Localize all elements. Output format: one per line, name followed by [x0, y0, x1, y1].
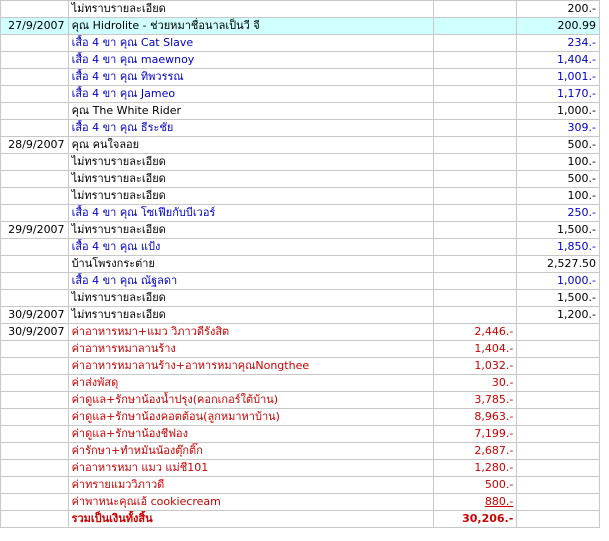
income-cell[interactable] [517, 392, 600, 409]
income-cell[interactable]: 500.- [517, 171, 600, 188]
ledger-row [1, 375, 600, 392]
income-cell[interactable]: 1,200.- [517, 307, 600, 324]
income-cell[interactable] [517, 443, 600, 460]
expense-cell[interactable] [433, 86, 517, 103]
expense-cell[interactable]: 880.- [433, 494, 517, 511]
date-cell[interactable] [1, 477, 69, 494]
income-cell[interactable]: 200.99 [517, 18, 600, 35]
description-cell[interactable]: ค่าอาหารหมา+แมว วิภาวดีรังสิต [68, 324, 433, 341]
expense-cell[interactable] [433, 69, 517, 86]
income-cell[interactable] [517, 477, 600, 494]
date-cell[interactable] [1, 358, 69, 375]
description-cell[interactable]: ค่าส่งพัสดุ [68, 375, 433, 392]
expense-cell[interactable]: 30,206.- [433, 511, 517, 528]
income-cell[interactable]: 100.- [517, 154, 600, 171]
ledger-body [1, 1, 600, 528]
income-cell[interactable]: 1,170.- [517, 86, 600, 103]
description-cell[interactable]: ค่าพาหนะคุณเอ้ cookiecream [68, 494, 433, 511]
expense-cell[interactable] [433, 188, 517, 205]
date-cell[interactable] [1, 273, 69, 290]
income-cell[interactable]: 1,850.- [517, 239, 600, 256]
date-cell[interactable] [1, 120, 69, 137]
date-cell[interactable] [1, 341, 69, 358]
ledger-row [1, 477, 600, 494]
description-cell[interactable]: เสื้อ 4 ขา คุณ แป้ง [68, 239, 433, 256]
income-cell[interactable] [517, 358, 600, 375]
income-cell[interactable]: 250.- [517, 205, 600, 222]
date-cell[interactable] [1, 256, 69, 273]
expense-cell[interactable] [433, 120, 517, 137]
date-cell[interactable] [1, 392, 69, 409]
ledger-row [1, 103, 600, 120]
description-cell[interactable]: ไม่ทราบรายละเอียด [68, 171, 433, 188]
ledger-row [1, 511, 600, 528]
date-cell[interactable] [1, 154, 69, 171]
description-cell[interactable]: รวมเป็นเงินทั้งสิ้น [68, 511, 433, 528]
income-cell[interactable]: 500.- [517, 137, 600, 154]
ledger-row [1, 290, 600, 307]
date-cell[interactable] [1, 171, 69, 188]
description-cell[interactable]: เสื้อ 4 ขา คุณ ทิพวรรณ [68, 69, 433, 86]
ledger-row [1, 443, 600, 460]
date-cell[interactable] [1, 460, 69, 477]
income-cell[interactable]: 1,500.- [517, 290, 600, 307]
ledger-row [1, 460, 600, 477]
income-cell[interactable] [517, 409, 600, 426]
expense-cell[interactable]: 7,199.- [433, 426, 517, 443]
income-cell[interactable]: 100.- [517, 188, 600, 205]
date-cell[interactable] [1, 290, 69, 307]
income-cell[interactable] [517, 494, 600, 511]
date-cell[interactable]: 29/9/2007 [1, 222, 69, 239]
date-cell[interactable] [1, 375, 69, 392]
income-cell[interactable]: 1,000.- [517, 103, 600, 120]
description-cell[interactable]: เสื้อ 4 ขา คุณ Cat Slave [68, 35, 433, 52]
ledger-row [1, 239, 600, 256]
description-cell[interactable]: ค่ารักษา+ทำหมันน้องตุ๊กติ๊ก [68, 443, 433, 460]
ledger-row [1, 205, 600, 222]
date-cell[interactable]: 30/9/2007 [1, 307, 69, 324]
date-cell[interactable]: 28/9/2007 [1, 137, 69, 154]
date-cell[interactable] [1, 1, 69, 18]
ledger-row [1, 86, 600, 103]
expense-cell[interactable] [433, 205, 517, 222]
ledger-row [1, 52, 600, 69]
description-cell[interactable]: ค่าอาหารหมาลานร้าง [68, 341, 433, 358]
ledger-row [1, 137, 600, 154]
income-cell[interactable]: 1,404.- [517, 52, 600, 69]
ledger-row [1, 154, 600, 171]
date-cell[interactable] [1, 86, 69, 103]
description-cell[interactable]: ไม่ทราบรายละเอียด [68, 1, 433, 18]
description-cell[interactable]: เสื้อ 4 ขา คุณ maewnoy [68, 52, 433, 69]
ledger-row [1, 222, 600, 239]
ledger-row [1, 120, 600, 137]
income-cell[interactable]: 1,001.- [517, 69, 600, 86]
ledger-row [1, 358, 600, 375]
expense-cell[interactable] [433, 171, 517, 188]
description-cell[interactable]: ไม่ทราบรายละเอียด [68, 290, 433, 307]
income-cell[interactable]: 200.- [517, 1, 600, 18]
ledger-row [1, 324, 600, 341]
date-cell[interactable] [1, 409, 69, 426]
expense-cell[interactable]: 3,785.- [433, 392, 517, 409]
expense-cell[interactable]: 2,687.- [433, 443, 517, 460]
income-cell[interactable] [517, 460, 600, 477]
expense-cell[interactable] [433, 256, 517, 273]
expense-cell[interactable] [433, 52, 517, 69]
expense-cell[interactable] [433, 273, 517, 290]
income-cell[interactable]: 309.- [517, 120, 600, 137]
ledger-row [1, 426, 600, 443]
expense-cell[interactable] [433, 18, 517, 35]
date-cell[interactable] [1, 494, 69, 511]
ledger-row [1, 171, 600, 188]
description-cell[interactable]: ไม่ทราบรายละเอียด [68, 307, 433, 324]
date-cell[interactable] [1, 426, 69, 443]
description-cell[interactable]: ไม่ทราบรายละเอียด [68, 188, 433, 205]
ledger-row [1, 35, 600, 52]
date-cell[interactable]: 30/9/2007 [1, 324, 69, 341]
income-cell[interactable] [517, 426, 600, 443]
expense-cell[interactable]: 2,446.- [433, 324, 517, 341]
income-cell[interactable]: 2,527.50 [517, 256, 600, 273]
description-cell[interactable]: เสื้อ 4 ขา คุณ โซเฟียกับบีเวอร์ [68, 205, 433, 222]
expense-cell[interactable] [433, 222, 517, 239]
date-cell[interactable] [1, 35, 69, 52]
expense-cell[interactable]: 1,032.- [433, 358, 517, 375]
date-cell[interactable] [1, 443, 69, 460]
income-cell[interactable] [517, 511, 600, 528]
expense-cell[interactable] [433, 239, 517, 256]
ledger-row [1, 273, 600, 290]
date-cell[interactable]: 27/9/2007 [1, 18, 69, 35]
ledger-row [1, 341, 600, 358]
ledger-row [1, 1, 600, 18]
description-cell[interactable]: ค่าดูแล+รักษาน้องชีฟอง [68, 426, 433, 443]
ledger-row [1, 494, 600, 511]
expense-cell[interactable]: 8,963.- [433, 409, 517, 426]
description-cell[interactable]: ค่าอาหารหมาลานร้าง+อาหารหมาคุณNongthee [68, 358, 433, 375]
description-cell[interactable]: ไม่ทราบรายละเอียด [68, 222, 433, 239]
ledger-row [1, 18, 600, 35]
description-cell[interactable]: คุณ คนใจลอย [68, 137, 433, 154]
ledger-row [1, 256, 600, 273]
description-cell[interactable]: เสื้อ 4 ขา คุณ Jameo [68, 86, 433, 103]
income-cell[interactable]: 1,500.- [517, 222, 600, 239]
ledger-row [1, 307, 600, 324]
date-cell[interactable] [1, 103, 69, 120]
expense-cell[interactable]: 1,404.- [433, 341, 517, 358]
income-cell[interactable] [517, 324, 600, 341]
description-cell[interactable]: เสื้อ 4 ขา คุณ ธีระชัย [68, 120, 433, 137]
ledger-row [1, 409, 600, 426]
description-cell[interactable]: เสื้อ 4 ขา คุณ ณัฐลดา [68, 273, 433, 290]
description-cell[interactable]: ค่าดูแล+รักษาน้องน้ำปรุง(คอกเกอร์ใต้บ้าน) [68, 392, 433, 409]
expense-cell[interactable]: 30.- [433, 375, 517, 392]
date-cell[interactable] [1, 205, 69, 222]
expense-cell[interactable] [433, 290, 517, 307]
description-cell[interactable]: คุณ Hidrolite - ช่วยหมาชื่อนาลเป็นวี จี [68, 18, 433, 35]
ledger-row [1, 392, 600, 409]
ledger-row [1, 188, 600, 205]
description-cell[interactable]: ค่าดูแล+รักษาน้องคอตต้อน(ลูกหมาหาบ้าน) [68, 409, 433, 426]
income-cell[interactable] [517, 341, 600, 358]
income-cell[interactable]: 1,000.- [517, 273, 600, 290]
expense-cell[interactable]: 500.- [433, 477, 517, 494]
description-cell[interactable]: ไม่ทราบรายละเอียด [68, 154, 433, 171]
expense-cell[interactable] [433, 35, 517, 52]
description-cell[interactable]: ค่าอาหารหมา แมว แม่ชี101 [68, 460, 433, 477]
date-cell[interactable] [1, 52, 69, 69]
expense-cell[interactable]: 1,280.- [433, 460, 517, 477]
expense-cell[interactable] [433, 1, 517, 18]
income-cell[interactable] [517, 375, 600, 392]
description-cell[interactable]: บ้านโพรงกระต่าย [68, 256, 433, 273]
description-cell[interactable]: คุณ The White Rider [68, 103, 433, 120]
description-cell[interactable]: ค่าทรายแมววิภาวดี [68, 477, 433, 494]
expense-cell[interactable] [433, 137, 517, 154]
expense-cell[interactable] [433, 154, 517, 171]
expense-cell[interactable] [433, 103, 517, 120]
date-cell[interactable] [1, 239, 69, 256]
date-cell[interactable] [1, 511, 69, 528]
ledger-row [1, 69, 600, 86]
expense-cell[interactable] [433, 307, 517, 324]
date-cell[interactable] [1, 188, 69, 205]
income-cell[interactable]: 234.- [517, 35, 600, 52]
date-cell[interactable] [1, 69, 69, 86]
